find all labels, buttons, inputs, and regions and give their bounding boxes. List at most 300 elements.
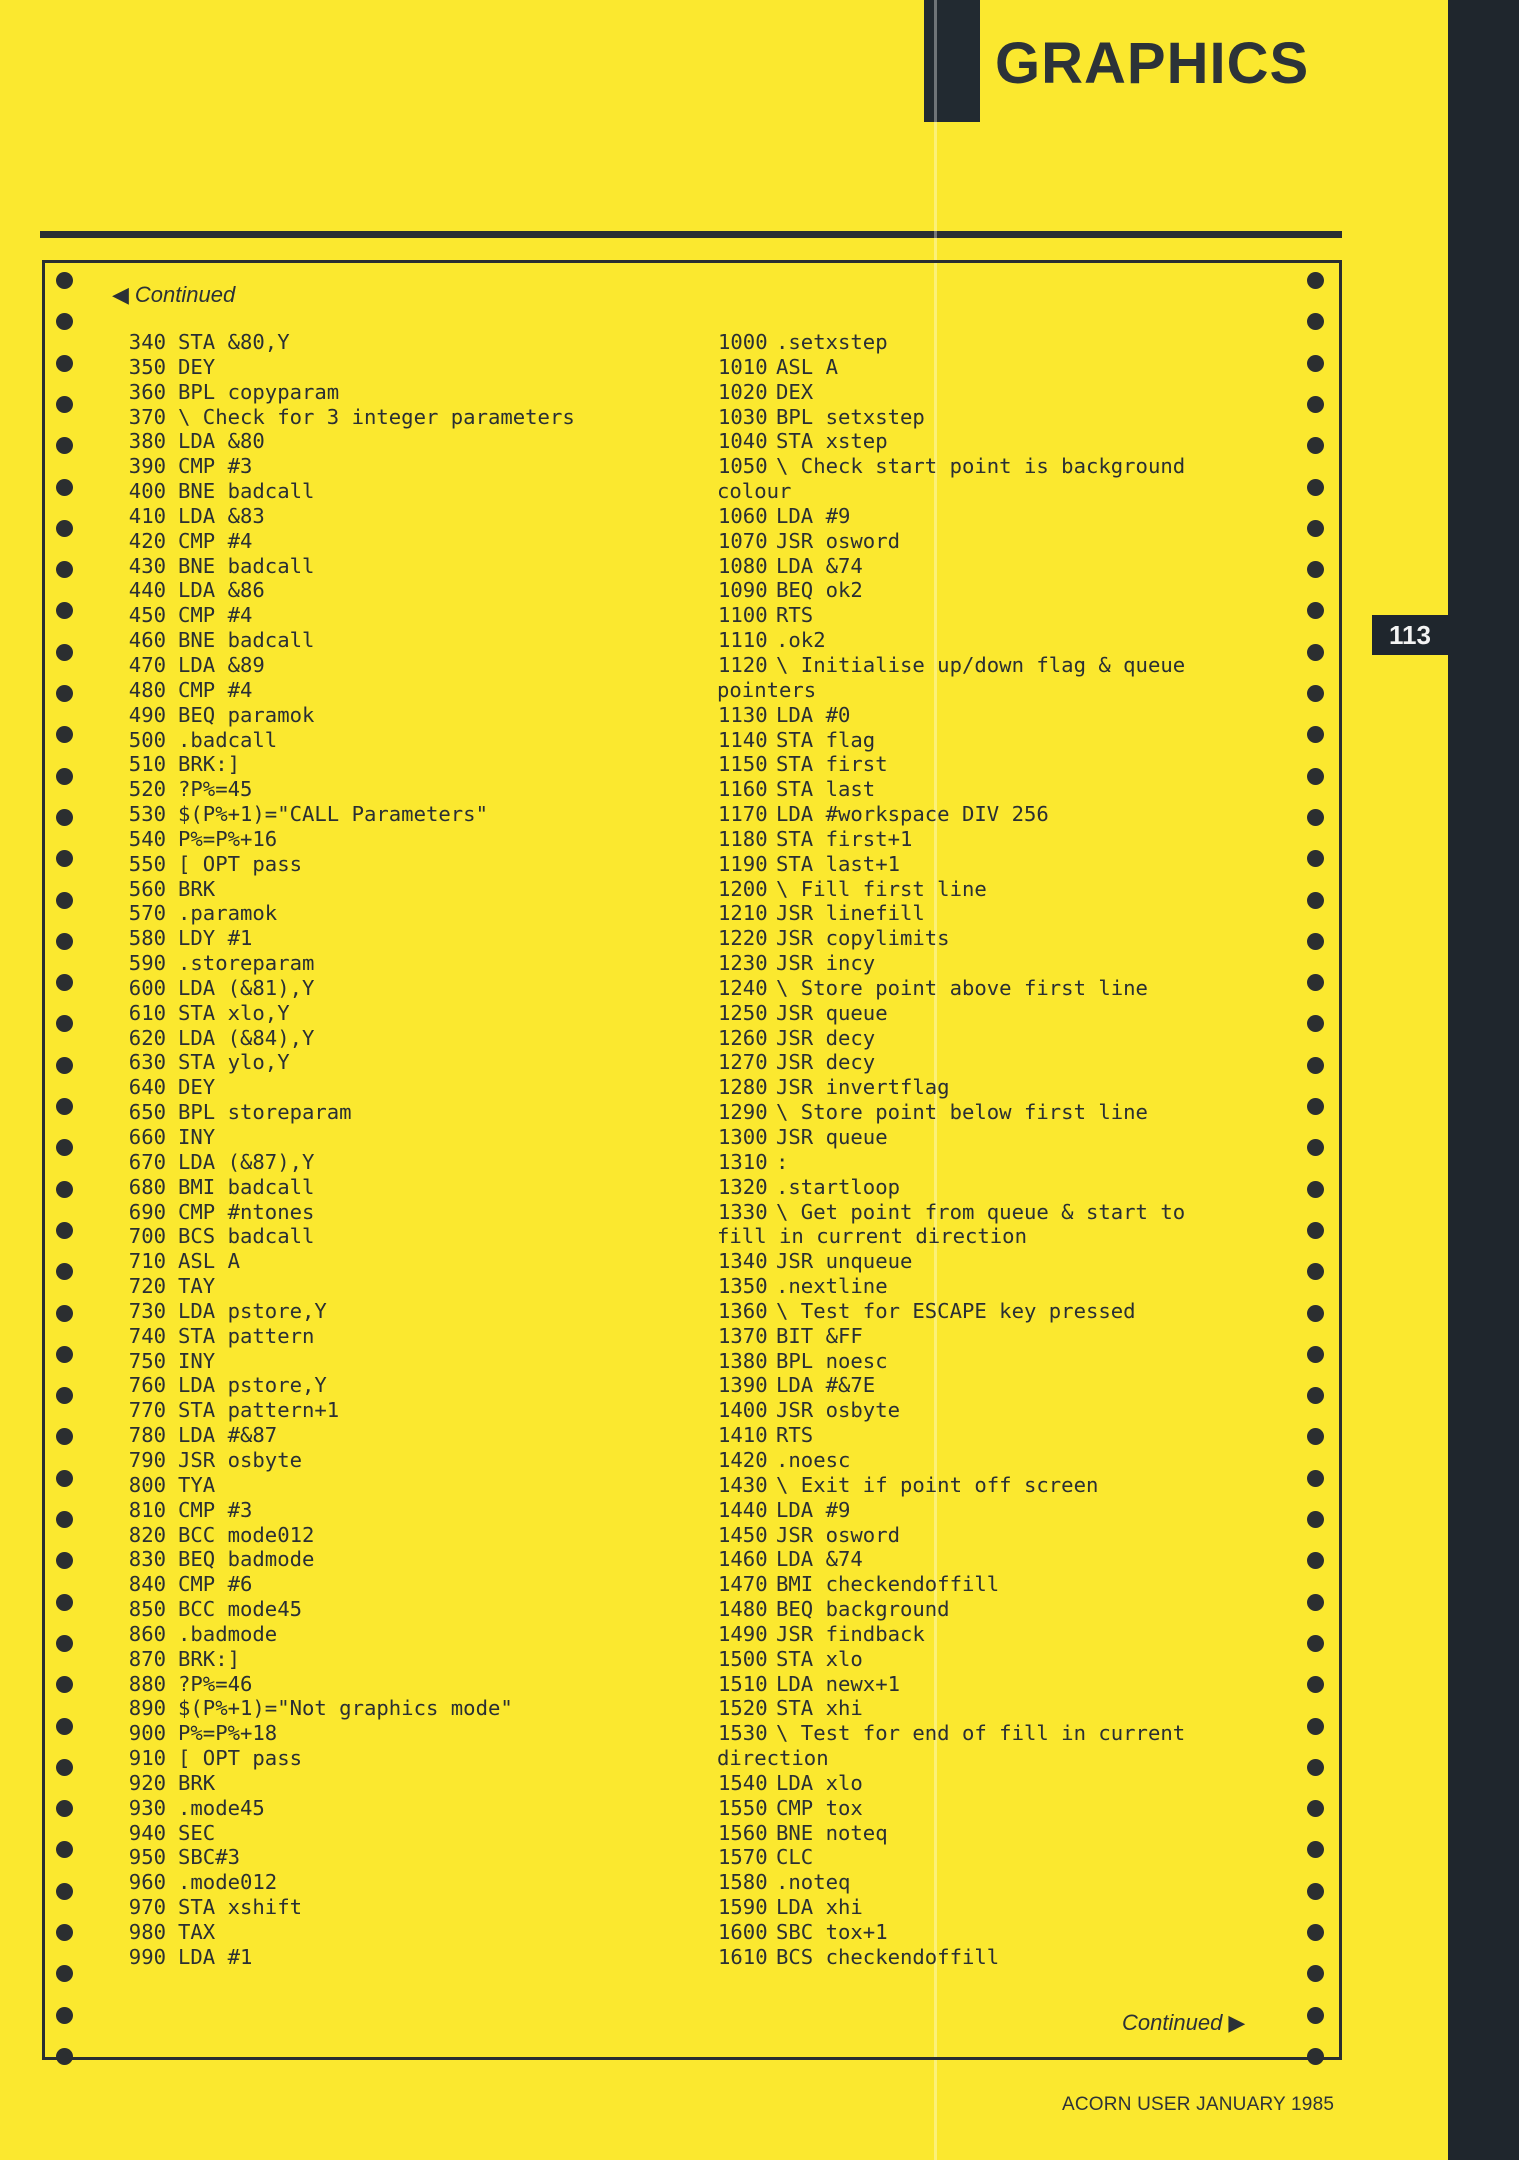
- line-number: 480: [128, 677, 166, 702]
- line-code: CMP #3: [178, 454, 253, 479]
- line-number: 680: [128, 1174, 166, 1199]
- tractor-hole: [1307, 1511, 1324, 1528]
- code-line: [120, 1175, 700, 1200]
- code-line: [120, 1547, 700, 1572]
- code-line: [120, 653, 700, 678]
- tractor-hole: [56, 1181, 73, 1198]
- line-number: 1000: [718, 330, 768, 354]
- line-number: 940: [128, 1820, 166, 1845]
- line-number: 790: [128, 1447, 166, 1472]
- code-line: [718, 1299, 1298, 1324]
- tractor-hole: [56, 1470, 73, 1487]
- code-line: [718, 1125, 1298, 1150]
- tractor-hole: [1307, 1718, 1324, 1735]
- code-line: [718, 1547, 1298, 1572]
- line-number: 1410: [718, 1423, 768, 1448]
- line-code: BCC mode45: [178, 1597, 302, 1622]
- line-code: INY: [178, 1348, 216, 1373]
- tractor-hole: [56, 1924, 73, 1941]
- tractor-hole: [56, 1883, 73, 1900]
- tractor-hole: [56, 1841, 73, 1858]
- code-line: [718, 1175, 1298, 1200]
- line-number: 920: [128, 1770, 166, 1795]
- line-code: BRK:]: [178, 752, 240, 777]
- code-line: [120, 1423, 700, 1448]
- tractor-hole: [1307, 1263, 1324, 1280]
- line-code: \ Exit if point off screen: [776, 1472, 1099, 1497]
- continued-bottom-label: Continued: [1122, 2010, 1223, 2035]
- tractor-hole: [1307, 685, 1324, 702]
- line-number: 860: [128, 1621, 166, 1646]
- line-number: 530: [128, 802, 166, 827]
- tractor-hole: [56, 1428, 73, 1445]
- line-number: 930: [128, 1795, 166, 1820]
- line-code: \ Fill first line: [776, 876, 987, 901]
- tractor-hole: [1307, 1098, 1324, 1115]
- line-number: 610: [128, 1000, 166, 1025]
- line-number: 1550: [718, 1795, 768, 1820]
- line-number: 1180: [718, 826, 768, 851]
- tractor-hole: [1307, 1759, 1324, 1776]
- code-line: [120, 1026, 700, 1051]
- code-line: [120, 827, 700, 852]
- tractor-hole: [1307, 1139, 1324, 1156]
- line-number: 580: [128, 926, 166, 951]
- tractor-hole: [56, 933, 73, 950]
- line-code: BRK: [178, 1770, 216, 1795]
- code-line: [120, 1746, 700, 1771]
- code-line: [120, 852, 700, 877]
- code-line: [120, 1200, 700, 1225]
- line-number: 1130: [718, 702, 768, 727]
- magazine-footer: ACORN USER JANUARY 1985: [1062, 2094, 1335, 2115]
- line-number: 1400: [718, 1398, 768, 1423]
- code-line: [718, 1572, 1298, 1597]
- line-number: 390: [128, 454, 166, 479]
- code-line: [718, 1324, 1298, 1349]
- line-number: 870: [128, 1646, 166, 1671]
- line-number: 540: [128, 826, 166, 851]
- line-code: JSR incy: [776, 951, 876, 976]
- line-code: LDA &89: [178, 652, 265, 677]
- line-code: .setxstep: [776, 330, 888, 354]
- line-number: 1170: [718, 802, 768, 827]
- code-line: [120, 1373, 700, 1398]
- tractor-hole: [1307, 974, 1324, 991]
- line-code: JSR decy: [776, 1025, 876, 1050]
- line-number: 600: [128, 975, 166, 1000]
- line-code: \ Get point from queue & start to: [776, 1199, 1186, 1224]
- line-code: BNE badcall: [178, 628, 315, 653]
- code-line: [718, 951, 1298, 976]
- line-code: JSR findback: [776, 1621, 925, 1646]
- line-code: LDA (&87),Y: [178, 1149, 315, 1174]
- line-code: pointers: [717, 677, 817, 702]
- tractor-hole: [1307, 479, 1324, 496]
- code-line: [120, 1696, 700, 1721]
- line-code: SBC#3: [178, 1845, 240, 1870]
- line-number: 1120: [718, 652, 768, 677]
- tractor-hole: [56, 1676, 73, 1693]
- code-line: [718, 976, 1298, 1001]
- tractor-hole: [1307, 602, 1324, 619]
- line-number: 1560: [718, 1820, 768, 1845]
- line-number: 1360: [718, 1298, 768, 1323]
- line-number: 740: [128, 1323, 166, 1348]
- code-line: [120, 926, 700, 951]
- line-number: 1080: [718, 553, 768, 578]
- section-title: GRAPHICS: [995, 31, 1310, 96]
- line-code: .nextline: [776, 1274, 888, 1299]
- line-number: 650: [128, 1100, 166, 1125]
- tractor-hole: [56, 1263, 73, 1280]
- tractor-hole: [1307, 2007, 1324, 2024]
- line-number: 690: [128, 1199, 166, 1224]
- line-code: ASL A: [776, 354, 838, 379]
- line-number: 1420: [718, 1447, 768, 1472]
- line-number: 840: [128, 1572, 166, 1597]
- code-line: [120, 1125, 700, 1150]
- line-number: 1030: [718, 404, 768, 429]
- line-code: \ Test for ESCAPE key pressed: [776, 1298, 1136, 1323]
- line-code: BMI checkendoffill: [776, 1572, 1000, 1597]
- line-number: 880: [128, 1671, 166, 1696]
- line-code: RTS: [776, 603, 814, 628]
- code-line: [718, 1274, 1298, 1299]
- tractor-hole: [56, 396, 73, 413]
- line-number: 1590: [718, 1895, 768, 1920]
- code-line: [120, 1771, 700, 1796]
- line-number: 430: [128, 553, 166, 578]
- line-number: 1480: [718, 1597, 768, 1622]
- tractor-hole: [1307, 1883, 1324, 1900]
- tractor-hole: [1307, 396, 1324, 413]
- tractor-hole: [1307, 892, 1324, 909]
- line-code: direction: [717, 1746, 829, 1771]
- line-number: 500: [128, 727, 166, 752]
- line-number: 1190: [718, 851, 768, 876]
- line-code: fill in current direction: [717, 1224, 1027, 1249]
- tractor-hole: [56, 685, 73, 702]
- code-line: [120, 1150, 700, 1175]
- line-code: LDA #0: [776, 702, 851, 727]
- tractor-hole: [56, 355, 73, 372]
- tractor-hole: [56, 272, 73, 289]
- tractor-hole: [1307, 1057, 1324, 1074]
- line-code: BEQ background: [776, 1597, 950, 1622]
- tractor-holes-right: [1307, 262, 1327, 2062]
- line-number: 570: [128, 901, 166, 926]
- tractor-hole: [56, 1800, 73, 1817]
- line-code: DEX: [776, 379, 814, 404]
- line-code: SEC: [178, 1820, 216, 1845]
- code-line: [718, 380, 1298, 405]
- line-code: \ Initialise up/down flag & queue: [776, 652, 1186, 677]
- code-line: [718, 1373, 1298, 1398]
- line-number: 1540: [718, 1770, 768, 1795]
- tractor-hole: [1307, 2048, 1324, 2065]
- tractor-hole: [56, 892, 73, 909]
- code-line: [120, 454, 700, 479]
- line-number: 960: [128, 1870, 166, 1895]
- line-number: 560: [128, 876, 166, 901]
- tractor-hole: [1307, 809, 1324, 826]
- line-number: 1220: [718, 926, 768, 951]
- line-code: BCS badcall: [178, 1224, 315, 1249]
- line-code: \ Check start point is background: [776, 454, 1186, 479]
- line-code: LDA #workspace DIV 256: [776, 802, 1049, 827]
- line-number: 850: [128, 1597, 166, 1622]
- code-line: [718, 1448, 1298, 1473]
- line-code: ?P%=46: [178, 1671, 253, 1696]
- line-code: STA xshift: [178, 1895, 302, 1920]
- code-line: [120, 554, 700, 579]
- line-code: JSR osbyte: [776, 1398, 900, 1423]
- code-line: [718, 1100, 1298, 1125]
- code-line: [718, 628, 1298, 653]
- line-code: CMP #6: [178, 1572, 253, 1597]
- code-line: [120, 1274, 700, 1299]
- code-line: [120, 355, 700, 380]
- code-line: [717, 479, 1298, 504]
- code-line: [718, 355, 1298, 380]
- code-line: [120, 1473, 700, 1498]
- line-number: 1010: [718, 354, 768, 379]
- code-listing-left: [120, 330, 700, 1970]
- code-line: [120, 1249, 700, 1274]
- line-code: [ OPT pass: [178, 1746, 302, 1771]
- code-line: [120, 901, 700, 926]
- code-line: [120, 1920, 700, 1945]
- tractor-hole: [1307, 850, 1324, 867]
- tractor-hole: [1307, 520, 1324, 537]
- line-code: LDA &74: [776, 553, 863, 578]
- tractor-hole: [1307, 1676, 1324, 1693]
- line-code: \ Test for end of fill in current: [776, 1721, 1186, 1746]
- line-code: BIT &FF: [776, 1323, 863, 1348]
- line-code: BMI badcall: [178, 1174, 315, 1199]
- continued-top-label: Continued: [134, 282, 236, 307]
- code-line: [120, 1945, 700, 1970]
- line-number: 400: [128, 479, 166, 504]
- tractor-hole: [56, 1305, 73, 1322]
- line-number: 420: [128, 528, 166, 553]
- line-code: BEQ ok2: [776, 578, 863, 603]
- code-line: [718, 777, 1298, 802]
- line-number: 520: [128, 777, 166, 802]
- line-code: LDA pstore,Y: [178, 1373, 327, 1398]
- tractor-hole: [1307, 768, 1324, 785]
- line-number: 1100: [718, 603, 768, 628]
- line-number: 550: [128, 851, 166, 876]
- line-number: 440: [128, 578, 166, 603]
- tractor-hole: [1307, 561, 1324, 578]
- code-line: [717, 1746, 1298, 1771]
- code-line: [120, 1895, 700, 1920]
- code-line: [120, 802, 700, 827]
- line-number: 1090: [718, 578, 768, 603]
- line-number: 1280: [718, 1075, 768, 1100]
- code-line: [120, 405, 700, 430]
- code-line: [718, 852, 1298, 877]
- tractor-hole: [1307, 1552, 1324, 1569]
- line-number: 620: [128, 1025, 166, 1050]
- tractor-hole: [1307, 644, 1324, 661]
- tractor-hole: [1307, 1015, 1324, 1032]
- code-line: [718, 1771, 1298, 1796]
- tractor-hole: [1307, 1841, 1324, 1858]
- line-code: LDA newx+1: [776, 1671, 900, 1696]
- line-code: ?P%=45: [178, 777, 253, 802]
- continued-bottom: [1122, 2010, 1245, 2036]
- line-number: 1260: [718, 1025, 768, 1050]
- code-line: [718, 1498, 1298, 1523]
- line-number: 830: [128, 1547, 166, 1572]
- line-number: 660: [128, 1125, 166, 1149]
- line-number: 770: [128, 1398, 166, 1423]
- line-code: STA xlo: [776, 1646, 863, 1671]
- code-line: [120, 1050, 700, 1075]
- code-line: [718, 1423, 1298, 1448]
- tractor-hole: [56, 974, 73, 991]
- line-number: 1340: [718, 1249, 768, 1274]
- tractor-hole: [1307, 355, 1324, 372]
- code-line: [718, 1473, 1298, 1498]
- line-number: 810: [128, 1497, 166, 1522]
- code-line: [120, 1224, 700, 1249]
- header-rule: [40, 231, 1342, 238]
- page-edge-strip: [1448, 0, 1519, 2160]
- code-line: [718, 877, 1298, 902]
- line-code: .storeparam: [178, 951, 315, 976]
- code-line: [120, 330, 700, 355]
- line-number: 1380: [718, 1348, 768, 1373]
- code-line: [717, 1224, 1298, 1249]
- tractor-hole: [56, 726, 73, 743]
- code-line: [120, 1721, 700, 1746]
- tractor-hole: [56, 1965, 73, 1982]
- tractor-hole: [1307, 726, 1324, 743]
- code-line: [120, 1572, 700, 1597]
- line-code: CMP #4: [178, 677, 253, 702]
- line-code: BRK:]: [178, 1646, 240, 1671]
- code-line: [718, 1249, 1298, 1274]
- line-number: 1040: [718, 429, 768, 454]
- code-line: [120, 1324, 700, 1349]
- line-code: LDY #1: [178, 926, 253, 951]
- line-code: STA pattern: [178, 1323, 315, 1348]
- code-line: [718, 1622, 1298, 1647]
- code-line: [120, 1845, 700, 1870]
- code-line: [718, 578, 1298, 603]
- code-line: [120, 1398, 700, 1423]
- code-line: [120, 703, 700, 728]
- line-code: LDA (&84),Y: [178, 1025, 315, 1050]
- arrow-left-icon: ◀: [112, 282, 129, 307]
- line-code: CMP #4: [178, 528, 253, 553]
- tractor-hole: [56, 520, 73, 537]
- line-code: STA xstep: [776, 429, 888, 454]
- line-number: 950: [128, 1845, 166, 1870]
- code-line: [120, 1448, 700, 1473]
- code-line: [120, 976, 700, 1001]
- line-code: TAY: [178, 1274, 216, 1299]
- line-number: 1390: [718, 1373, 768, 1398]
- line-number: 1440: [718, 1497, 768, 1522]
- line-code: BEQ badmode: [178, 1547, 315, 1572]
- code-line: [718, 752, 1298, 777]
- code-line: [718, 827, 1298, 852]
- tractor-hole: [56, 768, 73, 785]
- line-code: LDA #9: [776, 503, 851, 528]
- line-code: JSR queue: [776, 1125, 888, 1149]
- line-number: 1510: [718, 1671, 768, 1696]
- line-number: 1570: [718, 1845, 768, 1870]
- line-code: DEY: [178, 354, 216, 379]
- code-line: [718, 926, 1298, 951]
- line-number: 1610: [718, 1944, 768, 1969]
- line-number: 780: [128, 1423, 166, 1448]
- line-code: BPL noesc: [776, 1348, 888, 1373]
- code-line: [718, 1349, 1298, 1374]
- code-line: [120, 777, 700, 802]
- code-line: [718, 1870, 1298, 1895]
- tractor-hole: [56, 437, 73, 454]
- line-code: BCS checkendoffill: [776, 1944, 1000, 1969]
- code-line: [718, 1150, 1298, 1175]
- line-code: STA first+1: [776, 826, 913, 851]
- arrow-right-icon: ▶: [1228, 2010, 1246, 2035]
- line-code: colour: [717, 479, 792, 504]
- line-code: BPL copyparam: [178, 379, 340, 404]
- tractor-hole: [56, 1222, 73, 1239]
- line-code: P%=P%+16: [178, 826, 278, 851]
- line-number: 670: [128, 1149, 166, 1174]
- line-number: 1140: [718, 727, 768, 752]
- code-line: [120, 1821, 700, 1846]
- line-number: 1150: [718, 752, 768, 777]
- line-number: 1580: [718, 1870, 768, 1895]
- line-code: DEY: [178, 1075, 216, 1100]
- line-code: ASL A: [178, 1249, 240, 1274]
- code-line: [718, 603, 1298, 628]
- line-code: \ Check for 3 integer parameters: [178, 404, 575, 429]
- code-line: [718, 454, 1298, 479]
- code-line: [120, 877, 700, 902]
- code-line: [718, 1398, 1298, 1423]
- line-number: 1300: [718, 1125, 768, 1149]
- code-line: [718, 330, 1298, 355]
- code-line: [718, 504, 1298, 529]
- line-code: LDA &86: [178, 578, 265, 603]
- line-code: STA last+1: [776, 851, 900, 876]
- line-code: CMP #4: [178, 603, 253, 628]
- line-code: $(P%+1)="CALL Parameters": [178, 802, 488, 827]
- tractor-hole: [56, 602, 73, 619]
- code-line: [120, 1622, 700, 1647]
- line-code: TAX: [178, 1920, 216, 1944]
- code-line: [718, 1721, 1298, 1746]
- code-line: [120, 504, 700, 529]
- line-number: 640: [128, 1075, 166, 1100]
- line-code: JSR decy: [776, 1050, 876, 1075]
- line-code: $(P%+1)="Not graphics mode": [178, 1696, 513, 1721]
- line-code: LDA pstore,Y: [178, 1298, 327, 1323]
- line-code: P%=P%+18: [178, 1721, 278, 1746]
- line-number: 1160: [718, 777, 768, 802]
- tractor-hole: [1307, 1387, 1324, 1404]
- line-code: LDA #&7E: [776, 1373, 876, 1398]
